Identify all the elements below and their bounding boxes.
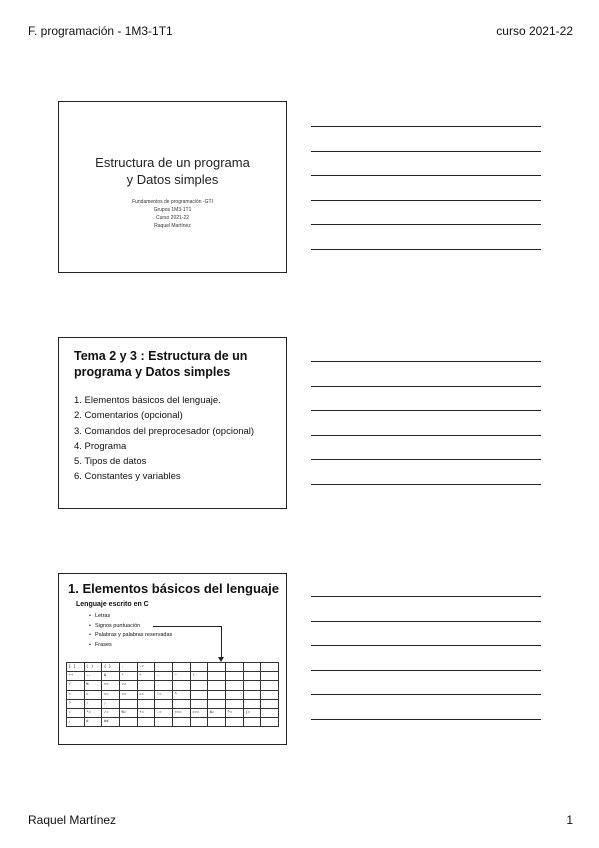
slide-title-line: Estructura de un programa: [95, 155, 250, 170]
table-cell: *: [119, 672, 137, 681]
table-cell: [225, 690, 243, 699]
list-item: • Frases: [89, 641, 172, 651]
table-cell: >>: [119, 681, 137, 690]
table-cell: ( ): [84, 663, 102, 672]
subtitle-line: Fundamentos de programación -GTI: [132, 199, 213, 205]
table-row: [67, 718, 279, 727]
table-cell: >=: [119, 690, 137, 699]
table-cell: ++: [67, 672, 85, 681]
table-cell: ~: [172, 672, 190, 681]
arrow-connector: [221, 626, 222, 659]
table-cell: [261, 718, 279, 727]
table-cell: ,: [67, 718, 85, 727]
table-cell: -: [155, 672, 173, 681]
list-item: • Letras: [89, 612, 172, 622]
table-cell: [208, 699, 226, 708]
list-item: 4. Programa: [74, 440, 127, 452]
slide-title: [59, 154, 286, 188]
subtitle-line: Raquel Martínez: [154, 223, 191, 229]
table-cell: [225, 681, 243, 690]
table-cell: .: [119, 663, 137, 672]
table-cell: /=: [102, 708, 120, 717]
table-cell: %=: [119, 708, 137, 717]
table-cell: [172, 699, 190, 708]
table-cell: ==: [137, 690, 155, 699]
table-cell: [172, 718, 190, 727]
table-cell: [190, 681, 208, 690]
table-cell: <: [67, 690, 85, 699]
table-row: [67, 681, 279, 690]
table-cell: [225, 663, 243, 672]
notes-lines: [311, 361, 541, 509]
table-cell: [225, 672, 243, 681]
subtitle-line: Grupos 1M3-1T1: [153, 207, 192, 213]
bullet-list: [89, 612, 172, 650]
table-cell: [261, 690, 279, 699]
table-cell: [208, 718, 226, 727]
table-cell: --: [84, 672, 102, 681]
table-cell: [261, 672, 279, 681]
slide-subtitle: Lenguaje escrito en C: [76, 601, 149, 608]
table-cell: ^: [172, 690, 190, 699]
table-cell: +: [137, 672, 155, 681]
list-item: • Palabras y palabras reservadas: [89, 631, 172, 641]
table-cell: ;: [102, 699, 120, 708]
table-cell: [261, 708, 279, 717]
header-course-title: F. programación - 1M3-1T1: [28, 24, 173, 38]
table-cell: [190, 699, 208, 708]
notes-lines: [311, 126, 541, 274]
table-cell: [261, 663, 279, 672]
list-item: 3. Comandos del preprocesador (opcional): [74, 425, 255, 437]
table-cell: [172, 663, 190, 672]
table-cell: [243, 690, 261, 699]
table-cell: %: [84, 681, 102, 690]
table-cell: [208, 663, 226, 672]
table-cell: -=: [155, 708, 173, 717]
table-cell: [208, 690, 226, 699]
table-cell: !=: [155, 690, 173, 699]
table-row: [67, 663, 279, 672]
table-cell: [243, 663, 261, 672]
table-cell: ->: [137, 663, 155, 672]
table-cell: [208, 672, 226, 681]
list-item: 1. Elementos básicos del lenguaje.: [74, 395, 221, 406]
table-cell: [137, 718, 155, 727]
footer-author: Raquel Martínez: [28, 813, 117, 827]
table-cell: !: [190, 672, 208, 681]
table-cell: *=: [84, 708, 102, 717]
topic-list: [74, 393, 254, 485]
table-cell: [261, 699, 279, 708]
header-year: curso 2021-22: [496, 24, 573, 38]
slide-thumbnail-title: [58, 101, 287, 273]
table-cell: [155, 663, 173, 672]
table-cell: [243, 699, 261, 708]
table-cell: &: [102, 672, 120, 681]
table-cell: [ ]: [67, 663, 85, 672]
table-cell: >: [84, 690, 102, 699]
table-cell: +=: [137, 708, 155, 717]
table-cell: [243, 681, 261, 690]
table-row: [67, 672, 279, 681]
table-cell: { }: [102, 663, 120, 672]
slide-title: Tema 2 y 3 : Estructura de un programa y Datos simples: [74, 349, 248, 379]
table-cell: [119, 718, 137, 727]
punctuation-table: [66, 662, 279, 727]
table-cell: [225, 699, 243, 708]
slide-subtitle: [59, 198, 286, 230]
table-cell: [225, 718, 243, 727]
table-cell: [137, 699, 155, 708]
table-cell: [261, 681, 279, 690]
table-cell: #: [84, 718, 102, 727]
notes-lines: [311, 596, 541, 744]
table-cell: [119, 699, 137, 708]
table-cell: =: [67, 708, 85, 717]
table-cell: [172, 681, 190, 690]
slide-thumbnail-index: [58, 337, 287, 509]
table-cell: [190, 718, 208, 727]
table-row: [67, 690, 279, 699]
table-cell: [190, 690, 208, 699]
footer-page-number: 1: [566, 813, 573, 827]
table-cell: [137, 681, 155, 690]
table-cell: [208, 681, 226, 690]
table-cell: [155, 699, 173, 708]
list-item: 2. Comentarios (opcional): [74, 410, 183, 422]
table-cell: ##: [102, 718, 120, 727]
table-row: [67, 699, 279, 708]
table-cell: |=: [243, 708, 261, 717]
subtitle-line: Curso 2021-22: [155, 215, 190, 221]
slide-thumbnail-elements: [58, 573, 287, 745]
list-item: 5. Tipos de datos: [74, 456, 147, 468]
list-item: • Signos puntuación: [89, 622, 172, 632]
slide-title-line: y Datos simples: [126, 172, 219, 187]
table-cell: >>=: [190, 708, 208, 717]
table-cell: [155, 681, 173, 690]
table-cell: ^=: [225, 708, 243, 717]
table-row: [67, 708, 279, 717]
slide-title: 1. Elementos básicos del lenguaje: [68, 581, 279, 596]
table-cell: ?: [67, 699, 85, 708]
arrow-connector: [153, 626, 221, 627]
table-cell: [190, 663, 208, 672]
table-cell: &=: [208, 708, 226, 717]
table-cell: [155, 718, 173, 727]
table-cell: <<: [102, 681, 120, 690]
table-cell: [243, 672, 261, 681]
table-cell: <=: [102, 690, 120, 699]
table-cell: <<=: [172, 708, 190, 717]
table-cell: [243, 718, 261, 727]
list-item: 6. Constantes y variables: [74, 471, 181, 483]
table-cell: :: [84, 699, 102, 708]
table-cell: /: [67, 681, 85, 690]
